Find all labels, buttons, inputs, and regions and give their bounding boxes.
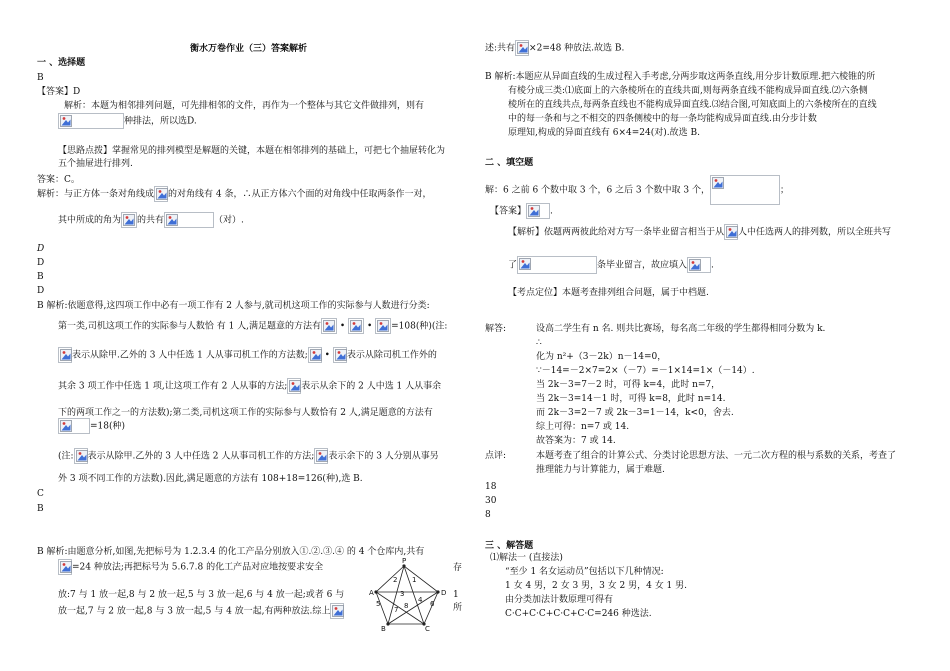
vertex-label: A	[369, 589, 374, 597]
answer-9: C	[37, 489, 44, 499]
formula-image	[314, 448, 328, 464]
region-label: 1	[412, 576, 417, 584]
formula-image	[121, 212, 137, 228]
region-label: 3	[400, 590, 405, 598]
region-label: 8	[404, 602, 409, 610]
broken-image-icon	[310, 349, 322, 361]
broken-image-icon	[166, 214, 178, 226]
answer-10: B	[37, 504, 44, 514]
q8-line-1: B 解析:依题意得,这四项工作中必有一项工作有 2 人参与,就司机这项工作的实际参与人数进行分类:	[37, 301, 430, 311]
formula-image	[724, 224, 738, 240]
formula-image	[687, 257, 711, 273]
q12-line-2: 有棱分成三类:⑴底面上的六条棱所在的直线共面,则每两条直线不能构成异面直线.⑵六条侧	[508, 86, 868, 96]
broken-image-icon	[332, 605, 344, 617]
fill-2-knowledge-point: 【考点定位】本题考查排列组合问题，属于中档题.	[508, 288, 709, 298]
broken-image-icon	[712, 177, 724, 189]
broken-image-icon	[726, 226, 738, 238]
page-title: 衡水万卷作业（三）答案解析	[190, 44, 308, 54]
section-solve-heading: 三 、解答题	[485, 541, 534, 551]
broken-image-icon	[156, 188, 168, 200]
formula-image	[154, 186, 168, 202]
section-choice-heading: 一 、选择题	[37, 58, 86, 68]
q12-line-1: B 解析:本题应从异面直线的生成过程入手考虑,分两步取这两条直线,用分步计数原理.把六棱锥的所	[485, 72, 876, 82]
answer-2-explanation: 解析：本题为相邻排列问题，可先排相邻的文件，再作为一个整体与其它文件做排列，则有	[64, 101, 425, 111]
broken-image-icon	[60, 561, 72, 573]
q12-line-5: 原理知,构成的异面直线有 6×4=24(对).故选 B.	[508, 128, 700, 138]
broken-image-icon	[76, 450, 88, 462]
region-label: 6	[430, 600, 435, 608]
formula-image	[330, 603, 344, 619]
answer-5: D	[37, 258, 45, 268]
region-label: 2	[393, 576, 398, 584]
formula-image	[517, 256, 597, 274]
broken-image-icon	[350, 320, 362, 332]
answer-2-tip: 【思路点拨】掌握常见的排列模型是解题的关键，本题在相邻排列的基础上，可把七个抽屉转化为	[58, 146, 446, 156]
fill-answer: 30	[485, 496, 497, 506]
fill-3-comment-label: 点评:	[485, 451, 507, 461]
formula-image	[348, 318, 364, 334]
broken-image-icon	[528, 205, 540, 217]
broken-image-icon	[377, 320, 389, 332]
broken-image-icon	[60, 115, 72, 127]
formula-image	[287, 378, 301, 394]
formula-image	[58, 559, 72, 575]
q12-line-4: 中的每一条和与之不相交的四条侧棱中的每一条均能构成异面直线.由分步计数	[508, 114, 817, 124]
broken-image-icon	[335, 349, 347, 361]
answer-6: B	[37, 272, 44, 282]
formula-image	[710, 175, 780, 205]
q8-line-5: 下的两项工作之一的方法数);第二类,司机这项工作的实际参与人数恰有 2 人,满足题意的方法有	[58, 408, 433, 418]
broken-image-icon	[60, 349, 72, 361]
broken-image-icon	[323, 320, 335, 332]
broken-image-icon	[519, 258, 531, 270]
q8-line-8: 外 3 项不同工作的方法数).因此,满足题意的方法有 108+18=126(种),选 B.	[58, 474, 363, 484]
q11-line-3: 放:7 与 1 放一起,8 与 2 放一起,5 与 3 放一起,6 与 4 放一起;或者 6 与	[58, 590, 345, 600]
formula-image	[515, 40, 529, 56]
fill-answer: 18	[485, 482, 497, 492]
formula-image	[321, 318, 337, 334]
pentagon-diagram	[368, 556, 450, 632]
broken-image-icon	[689, 259, 701, 271]
formula-image	[58, 113, 124, 129]
formula-image	[58, 418, 90, 434]
vertex-label: P	[402, 557, 407, 565]
formula-image	[526, 203, 550, 219]
fill-answer: 8	[485, 510, 491, 520]
q12-line-3: 棱所在的直线共点,每两条直线也不能构成异面直线.⑶结合图,可知底面上的六条棱所在的直线	[508, 100, 877, 110]
formula-image	[74, 448, 88, 464]
broken-image-icon	[123, 214, 135, 226]
answer-2-tip-cont: 五个抽屉进行排列.	[58, 159, 133, 169]
vertex-label: C	[425, 625, 430, 632]
formula-image	[375, 318, 391, 334]
vertex-label: D	[441, 589, 447, 597]
formula-image	[333, 347, 347, 363]
fill-3-label: 解答:	[485, 324, 507, 334]
broken-image-icon	[289, 380, 301, 392]
formula-image	[58, 347, 72, 363]
region-label: 5	[376, 600, 381, 608]
answer-7: D	[37, 286, 45, 296]
answer-4: D	[37, 244, 45, 254]
region-label: 4	[418, 596, 423, 604]
broken-image-icon	[60, 420, 72, 432]
q11-line-1: B 解析:由题意分析,如图,先把标号为 1.2.3.4 的化工产品分别放入①.②.③.④ 的 4 个仓库内,共有	[37, 547, 425, 557]
formula-image	[164, 212, 214, 228]
broken-image-icon	[316, 450, 328, 462]
region-label: 7	[394, 606, 399, 614]
answer-1: B	[37, 73, 44, 83]
section-fill-heading: 二 、填空题	[485, 158, 534, 168]
vertex-label: B	[381, 625, 386, 632]
answer-3: 答案：C。	[37, 175, 80, 185]
formula-image	[308, 347, 322, 363]
answer-2-label: 【答案】D	[37, 87, 81, 97]
broken-image-icon	[517, 42, 529, 54]
